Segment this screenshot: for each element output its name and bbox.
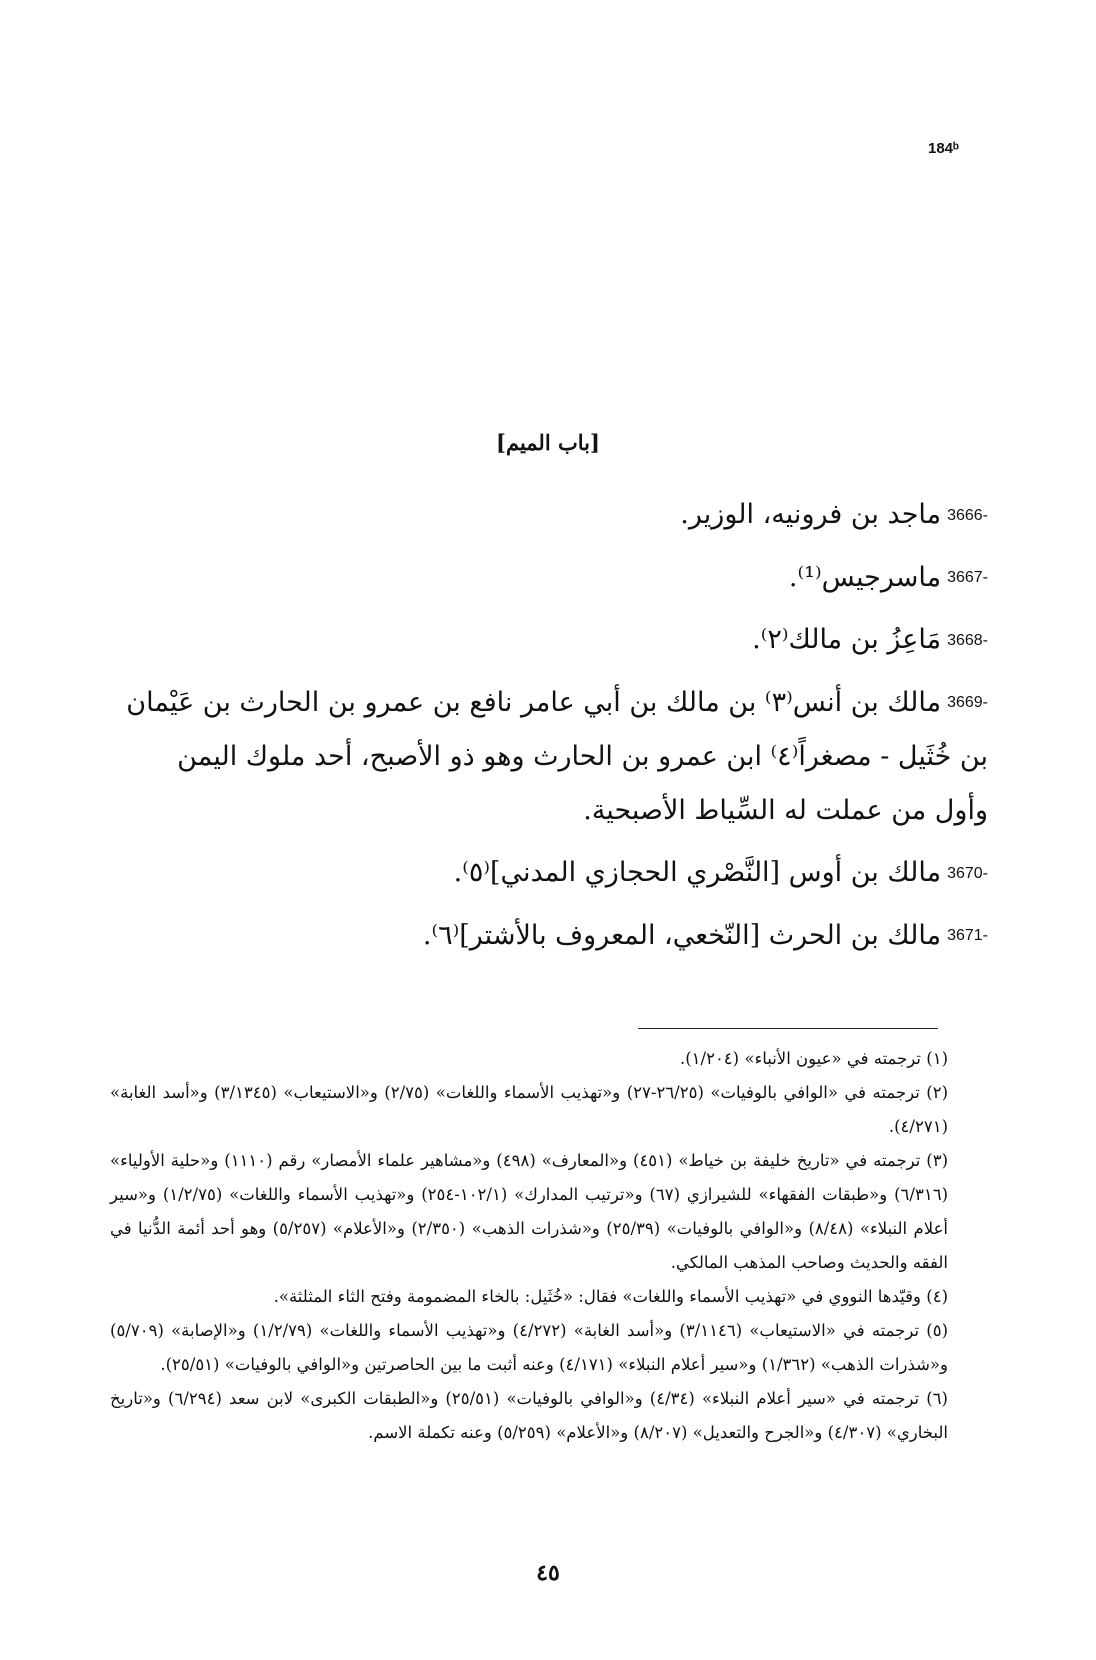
entry-number: 3666- xyxy=(947,506,988,524)
entry-3669 xyxy=(118,676,988,839)
footnote-1: (١) ترجمته في «عيون الأنباء» (١/٢٠٤). xyxy=(679,1049,948,1068)
footnotes xyxy=(110,1042,948,1450)
entry-3671 xyxy=(118,909,988,964)
entry-text: ماجد بن فرونيه، الوزير. xyxy=(680,499,942,530)
entry-3666 xyxy=(118,488,988,543)
footnote-2: (٢) ترجمته في «الوافي بالوفيات» (٢٦/٢٥-٢٧) و«تهذيب الأسماء واللغات» (٢/٧٥) و«الاستيعاب» (٣/١٣٤٥) و«أسد الغابة» (٤/٢٧١). xyxy=(110,1083,948,1136)
footnote-separator xyxy=(638,1028,938,1029)
entry-number: 3671- xyxy=(947,927,988,944)
entry-3667 xyxy=(118,551,988,606)
footnote-4: (٤) وقيّدها النووي في «تهذيب الأسماء واللغات» فقال: «خُثَيل: بالخاء المضمومة وفتح الثاء المثلثة». xyxy=(273,1287,948,1306)
entry-number: 3667- xyxy=(947,569,988,586)
page-number: ٤٥ xyxy=(536,1560,560,1586)
entry-3670 xyxy=(118,846,988,901)
folio-mark: 184ᵇ xyxy=(928,140,959,157)
entry-text: ماسرجيس⁽¹⁾. xyxy=(788,561,942,593)
footnote-5: (٥) ترجمته في «الاستيعاب» (٣/١١٤٦) و«أسد الغابة» (٤/٢٧٢) و«تهذيب الأسماء واللغات» (١/٢/٧٩) و«الإصابة» (٥/٧٠٩) و«شذرات الذهب» (١/٣٦٢) و«سير أعلام النبلاء» (٤/١٧١) وعنه أثبت ما بين الحاصرتين و«الوافي بالوفيات» (٢٥/٥١). xyxy=(110,1321,949,1374)
section-title: [باب الميم] xyxy=(496,430,600,455)
entries-list xyxy=(118,488,988,971)
entry-number: 3669- xyxy=(947,694,988,711)
entry-text: مالك بن الحرث [النّخعي، المعروف بالأشتر]⁽٦⁾. xyxy=(422,919,942,951)
footnote-6: (٦) ترجمته في «سير أعلام النبلاء» (٤/٣٤) و«الوافي بالوفيات» (٢٥/٥١) و«الطبقات الكبرى» لابن سعد (٦/٢٩٤) و«تاريخ البخاري» (٤/٣٠٧) و«الجرح والتعديل» (٨/٢٠٧) و«الأعلام» (٥/٢٥٩) وعنه تكملة الاسم. xyxy=(110,1389,948,1442)
footnote-3: (٣) ترجمته في «تاريخ خليفة بن خياط» (٤٥١) و«المعارف» (٤٩٨) و«مشاهير علماء الأمصار» رقم (١١١٠) و«حلية الأولياء» (٦/٣١٦) و«طبقات الفقهاء» للشيرازي (٦٧) و«ترتيب المدارك» (١٠٢/١-٢٥٤) و«تهذيب الأسماء واللغات» (١/٢/٧٥) و«سير أعلام النبلاء» (٨/٤٨) و«الوافي بالوفيات» (٢٥/٣٩) و«شذرات الذهب» (٢/٣٥٠) و«الأعلام» (٥/٢٥٧) وهو أحد أئمة الدُّنيا في الفقه والحديث وصاحب المذهب المالكي. xyxy=(110,1151,949,1272)
entry-number: 3670- xyxy=(947,864,988,882)
entry-number: 3668- xyxy=(947,631,988,649)
entry-text: مَاعِزُ بن مالك⁽٢⁾. xyxy=(752,624,942,655)
entry-3668 xyxy=(118,613,988,668)
entry-text: مالك بن أنس⁽٣⁾ بن مالك بن أبي عامر نافع بن عمرو بن الحارث بن عَيْمان بن خُثَيل - مصغراً⁽٤⁾ ابن عمرو بن الحارث وهو ذو الأصبح، أحد ملوك اليمن وأول من عملت له السِّياط الأصبحية. xyxy=(126,686,988,826)
entry-text: مالك بن أوس [النَّصْري الحجازي المدني]⁽٥⁾. xyxy=(453,857,942,888)
